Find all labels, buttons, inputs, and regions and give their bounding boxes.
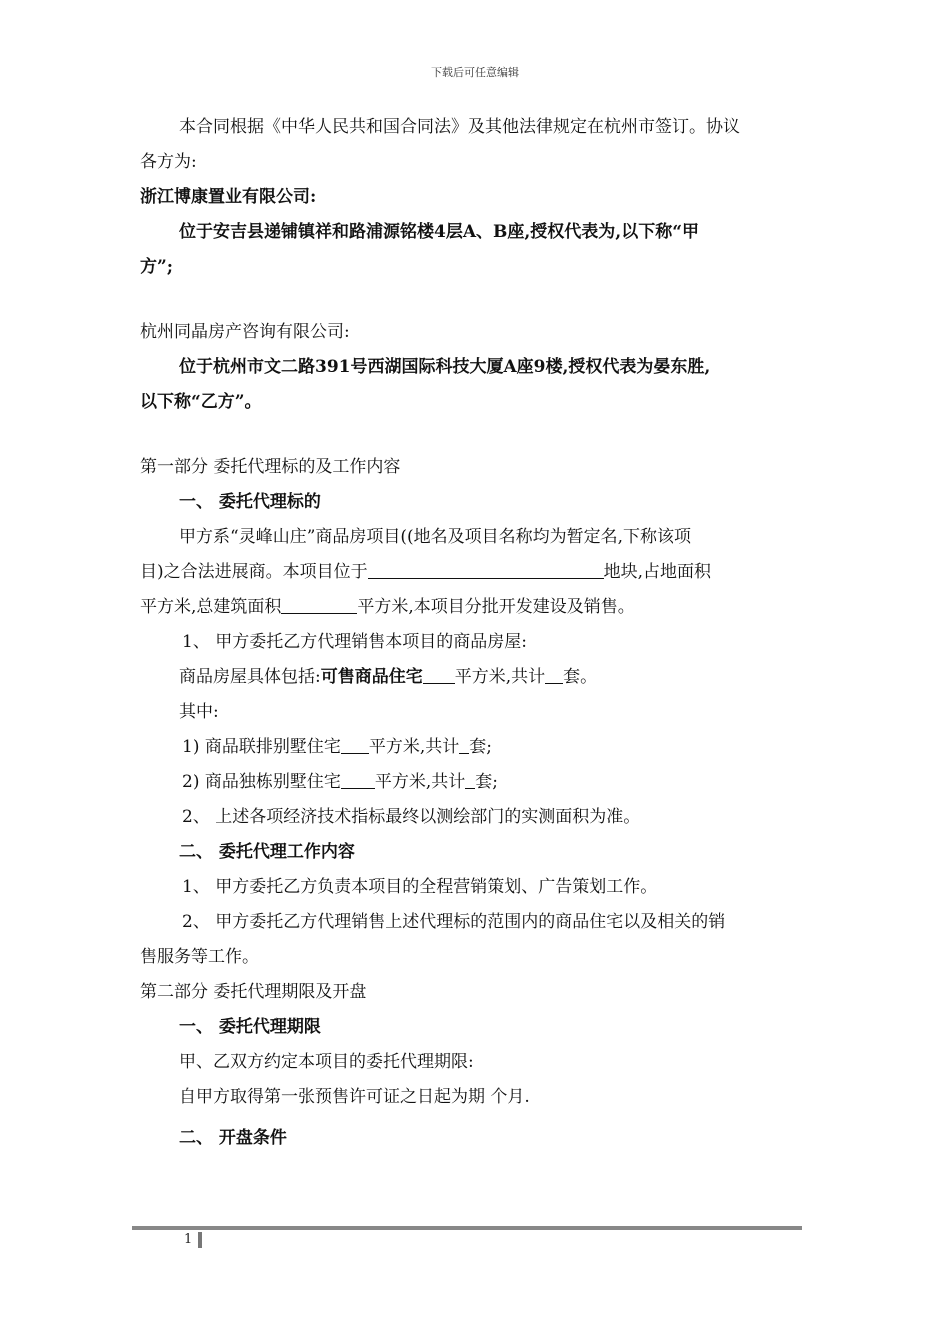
document-body <box>140 110 812 1156</box>
blank-total-area <box>281 591 357 614</box>
sub-item-2 <box>140 765 812 800</box>
among-label: 其中: <box>179 702 219 722</box>
intro-line-1: 本合同根据《中华人民共和国合同法》及其他法律规定在杭州市签订。协议 <box>179 117 740 137</box>
blank-villa-units <box>465 766 475 789</box>
party-a-address-2: 方”; <box>140 257 174 277</box>
section3-para-2: 自甲方取得第一张预售许可证之日起为期 个月. <box>179 1087 530 1107</box>
section3-para-1: 甲、乙双方约定本项目的委托代理期限: <box>179 1052 474 1072</box>
sub-item-1 <box>140 730 812 765</box>
blank-townhouse-area <box>341 731 369 754</box>
party-a-address-1: 位于安吉县递铺镇祥和路浦源铭楼4层A、B座,授权代表为,以下称“甲 <box>179 222 700 242</box>
sub-item-2-c: 套; <box>475 772 498 792</box>
part1-title: 第一部分 委托代理标的及工作内容 <box>140 457 401 477</box>
blank-residential-area <box>423 661 455 684</box>
sub-item-1-b: 平方米,共计 <box>368 737 460 757</box>
sub-item-2-a: 2) 商品独栋别墅住宅 <box>182 772 341 792</box>
sub-item-2-b: 平方米,共计 <box>374 772 466 792</box>
section4-title: 二、 开盘条件 <box>179 1128 287 1148</box>
blank-location <box>368 556 604 579</box>
party-b-address-1: 位于杭州市文二路391号西湖国际科技大厦A座9楼,授权代表为晏东胜, <box>179 357 711 377</box>
section2-title: 二、 委托代理工作内容 <box>179 842 355 862</box>
blank-townhouse-units <box>459 731 469 754</box>
section1-para-2 <box>140 555 812 590</box>
section1-para-1: 甲方系“灵峰山庄”商品房项目((地名及项目名称均为暂定名,下称该项 <box>179 527 692 547</box>
item-1-desc-a: 商品房屋具体包括: <box>179 667 321 687</box>
page-number: 1 <box>184 1232 193 1247</box>
party-b-name: 杭州同晶房产咨询有限公司: <box>140 322 350 342</box>
section2-item-2-line1: 2、 甲方委托乙方代理销售上述代理标的范围内的商品住宅以及相关的销 <box>182 912 726 932</box>
item-2: 2、 上述各项经济技术指标最终以测绘部门的实测面积为准。 <box>182 807 641 827</box>
item-1: 1、 甲方委托乙方代理销售本项目的商品房屋: <box>182 632 527 652</box>
intro-line-2: 各方为: <box>140 152 197 172</box>
footer-divider <box>132 1226 802 1230</box>
section1-para-2a: 目)之合法进展商。本项目位于 <box>140 562 368 582</box>
section2-item-1: 1、 甲方委托乙方负责本项目的全程营销策划、广告策划工作。 <box>182 877 658 897</box>
section1-para-2b: 地块,占地面积 <box>603 562 712 582</box>
part2-title: 第二部分 委托代理期限及开盘 <box>140 982 367 1002</box>
page-header: 下载后可任意编辑 <box>431 66 519 79</box>
footer-marker <box>198 1232 202 1248</box>
item-1-desc-b: 可售商品住宅 <box>320 667 423 687</box>
section1-para-3 <box>140 590 812 625</box>
blank-villa-area <box>341 766 375 789</box>
item-1-desc-d: 套。 <box>563 667 598 687</box>
section1-para-3a: 平方米,总建筑面积 <box>140 597 282 617</box>
section2-item-2-line2: 售服务等工作。 <box>140 947 259 967</box>
item-1-desc-c: 平方米,共计 <box>454 667 546 687</box>
section1-title: 一、 委托代理标的 <box>179 492 321 512</box>
sub-item-1-a: 1) 商品联排别墅住宅 <box>182 737 341 757</box>
section1-para-3b: 平方米,本项目分批开发建设及销售。 <box>357 597 635 617</box>
sub-item-1-c: 套; <box>469 737 492 757</box>
section3-title: 一、 委托代理期限 <box>179 1017 321 1037</box>
blank-residential-units <box>545 661 563 684</box>
party-a-name: 浙江博康置业有限公司: <box>140 187 317 207</box>
item-1-desc <box>140 660 812 695</box>
party-b-address-2: 以下称“乙方”。 <box>140 392 262 412</box>
